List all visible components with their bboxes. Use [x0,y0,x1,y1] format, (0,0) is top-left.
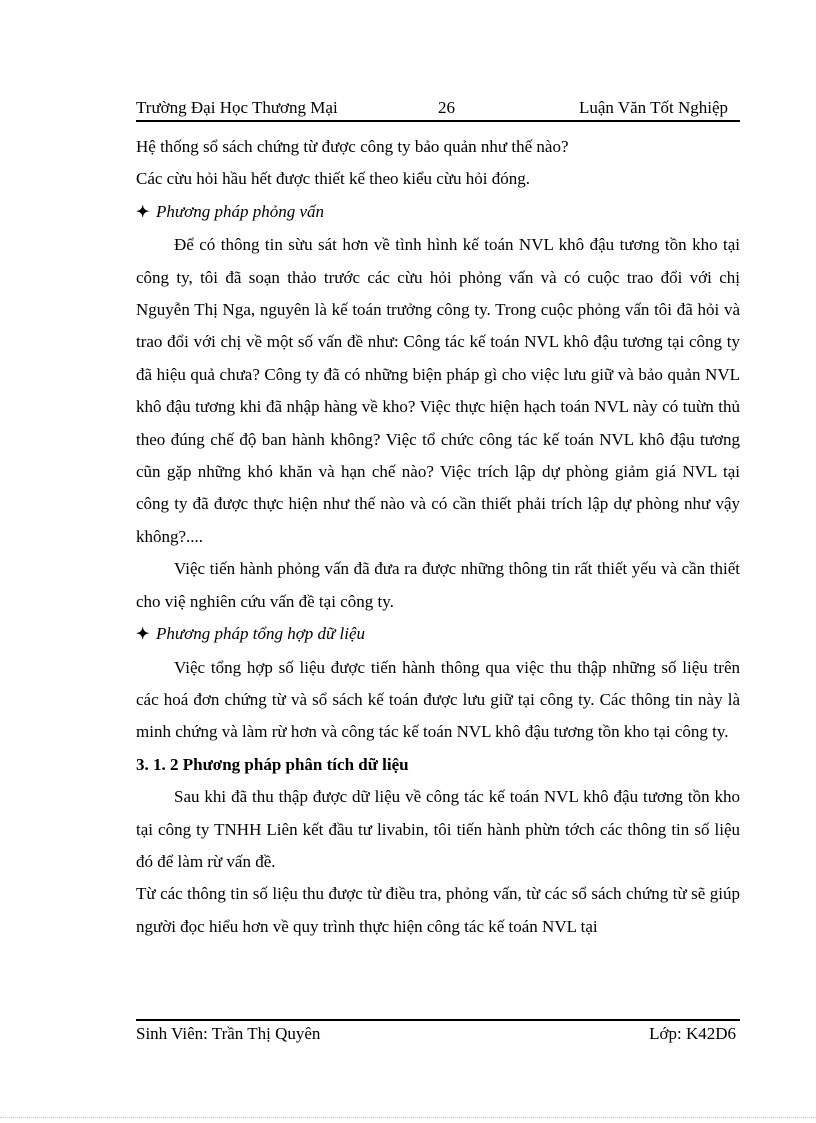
page-header [136,96,740,120]
paragraph: Việc tiến hành phỏng vấn đã đưa ra được những thông tin rất thiết yếu và cần thiết cho việ nghiên cứu vấn đề tại công ty. [136,559,740,611]
header-thesis-title: Luận Văn Tốt Nghiệp [578,98,728,117]
four-point-star-icon: ✦ [136,626,150,644]
bullet-item [136,196,740,229]
paragraph: Các cừu hỏi hầu hết được thiết kế theo kiểu cừu hỏi đóng. [136,169,531,189]
paragraph: Việc tổng hợp số liệu được tiến hành thông qua việc thu thập những số liệu trên các hoá đơn chứng từ và sổ sách kế toán được lưu giữ tại công ty. Các thông tin này là minh chứng và làm rừ hơn và công tác kế toán NVL khô đậu tương tồn kho tại công ty. [136,657,740,742]
footer-rule [136,1019,740,1021]
footer-student: Sinh Viên: Trần Thị Quyên [136,1024,321,1043]
footer-class: Lớp: K42D6 [649,1024,736,1043]
paragraph: Hệ thống sổ sách chứng từ được công ty bảo quản như thế nào? [136,137,569,156]
header-page-number: 26 [438,98,455,117]
bullet-label: Phương pháp tổng hợp dữ liệu [156,624,366,644]
bullet-label: Phương pháp phỏng vấn [156,201,325,221]
page-edge-divider [0,1117,816,1118]
header-school: Trường Đại Học Thương Mại [136,98,338,117]
paragraph: Từ các thông tin số liệu thu được từ điều tra, phỏng vấn, từ các sổ sách chứng từ sẽ giúp người đọc hiểu hơn về quy trình thực hiện công tác kế toán NVL tại [136,884,740,936]
paragraph: Sau khi đã thu thập được dữ liệu về công tác kế toán NVL khô đậu tương tồn kho tại công ty TNHH Liên kết đầu tư livabin, tôi tiến hành phừn tớch các thông tin số liệu đó để làm rừ vấn đề. [136,787,740,871]
header-rule [136,120,740,122]
bullet-item [136,618,740,651]
page-body [136,131,740,943]
four-point-star-icon: ✦ [136,203,150,221]
page-footer [136,1022,740,1046]
paragraph: Để có thông tin sừu sát hơn về tình hình kế toán NVL khô đậu tương tồn kho tại công ty, tôi đã soạn thảo trước các cừu hỏi phỏng vấn và có cuộc trao đổi với chị Nguyễn Thị Nga, nguyên là kế toán trưởng công ty. Trong cuộc phỏng vấn tôi đã hỏi và trao đổi với chị về một số vấn đề như: Công tác kế toán NVL khô đậu tương tại công ty đã hiệu quả chưa? Công ty đã có những biện pháp gì cho việc lưu giữ và bảo quản NVL khô đậu tương khi đã nhập hàng về kho? Việc thực hiện hạch toán NVL này có tuừn thủ theo đúng chế độ ban hành không? Việc tổ chức công tác kế toán NVL khô đậu tương cũn gặp những khó khăn và hạn chế nào? Việc trích lập dự phòng giảm giá NVL tại công ty đã được thực hiện như thế nào và có cần thiết phải trích lập dự phòng như vậy không?.... [136,235,740,546]
section-heading: 3. 1. 2 Phương pháp phân tích dữ liệu [136,754,409,774]
